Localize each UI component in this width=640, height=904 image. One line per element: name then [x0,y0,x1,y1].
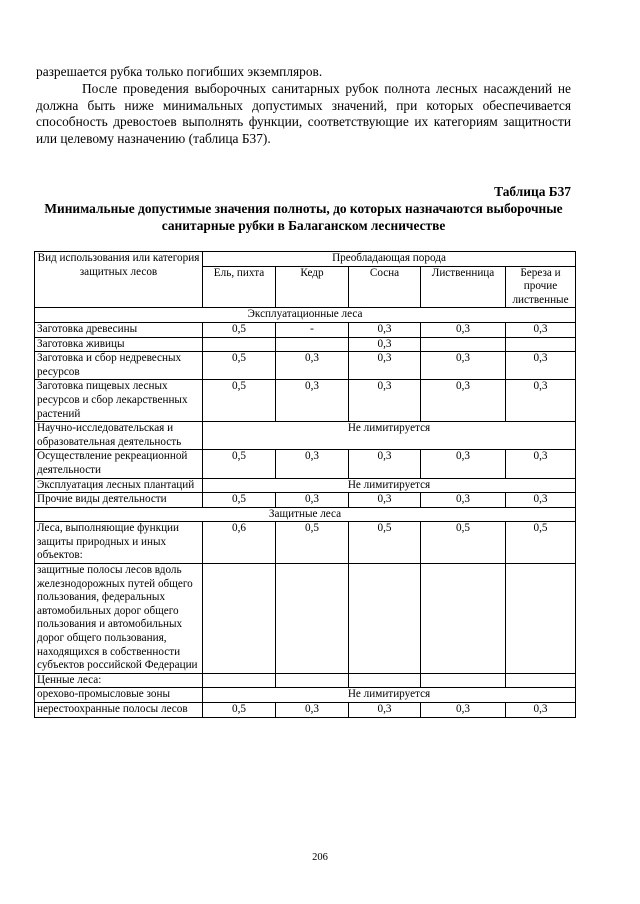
page-number: 206 [312,852,328,863]
row-label: Заготовка живицы [35,337,203,352]
value-cell: 0,5 [203,493,276,508]
row-label: Прочие виды деятельности [35,493,203,508]
value-cell: 0,3 [421,380,506,422]
value-cell: 0,3 [349,352,421,380]
value-cell: 0,3 [349,380,421,422]
row-label: орехово-промысловые зоны [35,688,203,703]
table-row [35,380,576,422]
row-label: Ценные леса: [35,673,203,688]
table-row [35,673,576,688]
value-cell: 0,3 [506,352,576,380]
header-species-4: Лиственница [421,266,506,308]
value-cell: 0,3 [506,450,576,478]
table-row [35,352,576,380]
value-cell: 0,3 [506,493,576,508]
value-cell: 0,5 [203,703,276,718]
row-label: Заготовка пищевых лесных ресурсов и сбор лекарственных растений [35,380,203,422]
value-cell [276,673,349,688]
value-cell: 0,3 [421,352,506,380]
value-cell: 0,3 [276,380,349,422]
row-label: Осуществление рекреационной деятельности [35,450,203,478]
row-label: нерестоохранные полосы лесов [35,703,203,718]
value-cell [203,673,276,688]
value-cell: 0,3 [276,450,349,478]
value-cell: 0,5 [203,352,276,380]
value-cell: 0,3 [506,380,576,422]
row-label: защитные полосы лесов вдоль железнодорожных путей общего пользования, федеральных автомобильных дорог общего пользования и автомобильных дорог общего пользования, находящихся в собственности субъектов российской Федерации [35,564,203,674]
value-cell: 0,3 [421,703,506,718]
value-cell: 0,3 [506,703,576,718]
value-cell [276,337,349,352]
value-cell: 0,3 [349,337,421,352]
section-protective-label: Защитные леса [35,507,576,522]
table-row [35,564,576,674]
header-species-2: Кедр [276,266,349,308]
data-table [34,251,576,718]
table-header-row [35,252,576,267]
value-cell: 0,5 [203,450,276,478]
table-label: Таблица Б37 [494,184,571,199]
value-cell: 0,5 [349,522,421,564]
table-row [35,337,576,352]
table-row [35,322,576,337]
row-label: Эксплуатация лесных плантаций [35,478,203,493]
value-cell: 0,5 [421,522,506,564]
value-cell: 0,3 [276,493,349,508]
header-species-1: Ель, пихта [203,266,276,308]
header-species-5: Береза и прочие лиственные [506,266,576,308]
value-cell [203,337,276,352]
row-label: Леса, выполняющие функции защиты природных и иных объектов: [35,522,203,564]
value-cell: 0,3 [421,493,506,508]
section-protective [35,507,576,522]
value-cell: 0,3 [349,322,421,337]
value-cell [421,564,506,674]
header-species-3: Сосна [349,266,421,308]
section-exploitation-label: Эксплуатационные леса [35,308,576,323]
value-cell [421,673,506,688]
text-line-1: разрешается рубка только погибших экземпляров. [36,64,323,79]
value-cell: 0,3 [506,322,576,337]
header-category: Вид использования или категория защитных лесов [35,252,203,308]
merged-value-cell: Не лимитируется [203,478,576,493]
merged-value-cell: Не лимитируется [203,688,576,703]
value-cell: 0,5 [203,322,276,337]
value-cell [203,564,276,674]
value-cell: 0,5 [203,380,276,422]
value-cell: 0,6 [203,522,276,564]
table-row [35,688,576,703]
table-row [35,450,576,478]
table-row [35,478,576,493]
value-cell: 0,3 [421,450,506,478]
value-cell [349,673,421,688]
section-exploitation [35,308,576,323]
value-cell: 0,3 [349,703,421,718]
value-cell [506,673,576,688]
value-cell: 0,3 [276,703,349,718]
table-row [35,703,576,718]
value-cell: - [276,322,349,337]
text-paragraph-2: После проведения выборочных санитарных рубок полнота лесных насаждений не должна быть ниже минимальных допустимых значений, при которых обеспечивается способность древостоев выполнять функции, соответствующие их категориям защитности или целевому назначению (таблица Б37). [36,80,571,147]
value-cell: 0,3 [421,322,506,337]
value-cell [506,337,576,352]
row-label: Заготовка и сбор недревесных ресурсов [35,352,203,380]
merged-value-cell: Не лимитируется [203,422,576,450]
value-cell: 0,5 [276,522,349,564]
table-row [35,422,576,450]
header-species-group: Преобладающая порода [203,252,576,267]
row-label: Заготовка древесины [35,322,203,337]
table-row [35,493,576,508]
value-cell: 0,5 [506,522,576,564]
table-title: Минимальные допустимые значения полноты, до которых назначаются выборочные санитарные рубки в Балаганском лесничестве [44,201,563,233]
value-cell [349,564,421,674]
value-cell: 0,3 [276,352,349,380]
value-cell [276,564,349,674]
row-label: Научно-исследовательская и образовательная деятельность [35,422,203,450]
body-text [36,64,571,148]
value-cell: 0,3 [349,493,421,508]
value-cell: 0,3 [349,450,421,478]
table-row [35,522,576,564]
value-cell [506,564,576,674]
value-cell [421,337,506,352]
